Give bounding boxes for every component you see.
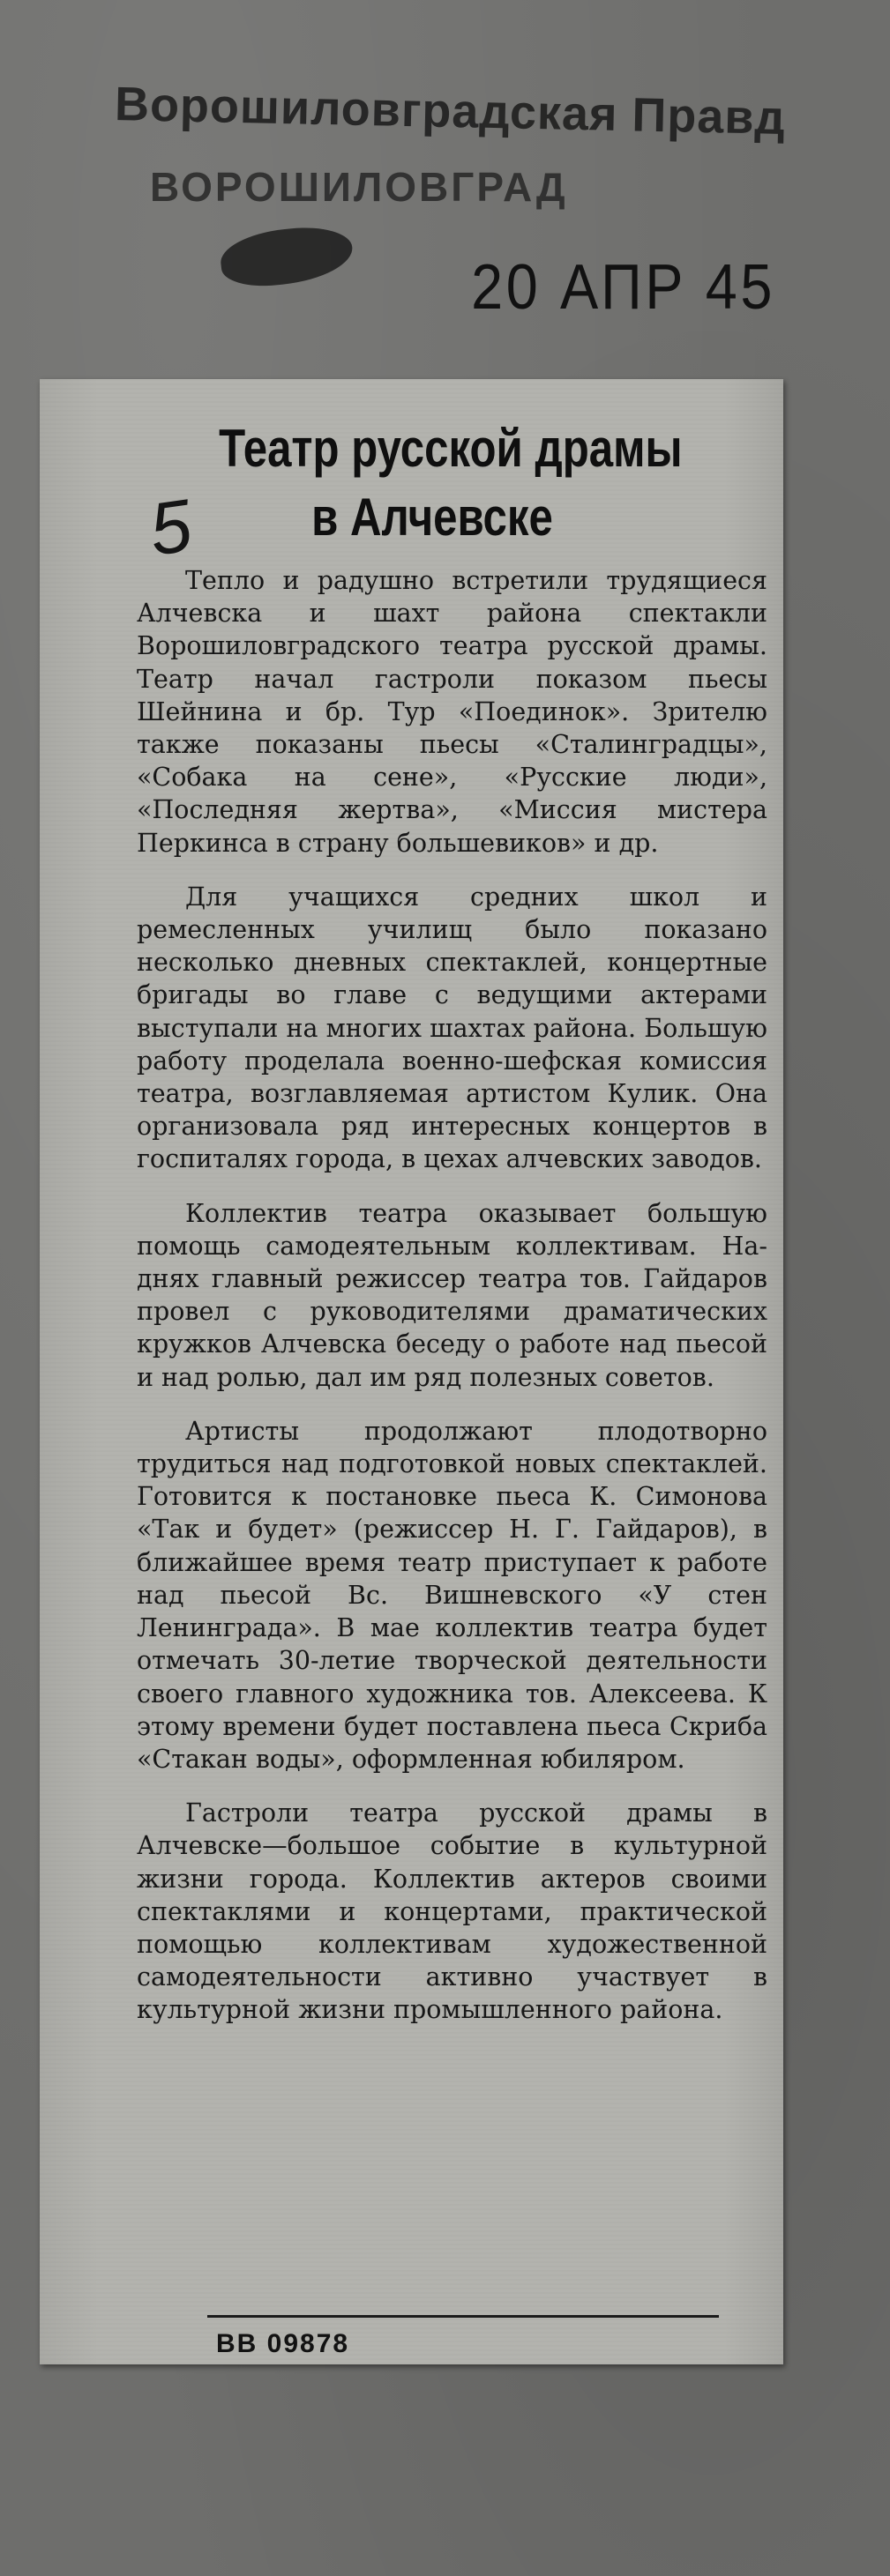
- paragraph-2: Для учащихся средних школ и ремесленных училищ было показано несколько дневных спектаклей, концертные бригады во главе с ведущими актерами выступали на многих шахтах района. Большую работу проделала военно-шефская комиссия театра, возглавляемая артистом Кулик. Она организовала ряд интересных концертов в госпиталях города, в цехах алчевских заводов.: [137, 882, 767, 1174]
- article-headline: [219, 414, 683, 552]
- archive-stamp: [115, 40, 873, 339]
- newspaper-stamp: Ворошиловградская Правд: [114, 78, 787, 145]
- handwritten-number: 5: [144, 483, 197, 571]
- paragraph-1: Тепло и радушно встретили трудящиеся Алчевска и шахт района спектакли Ворошиловградского театра русской драмы. Театр начал гастроли показом пьесы Шейнина и бр. Тур «Поединок». Зрителю также показаны пьесы «Сталинградцы», «Собака на сене», «Русские люди», «Последняя жертва», «Миссия мистера Перкинса в страну большевиков» и др.: [137, 566, 767, 858]
- paragraph-4: Артисты продолжают плодотворно трудиться над подготовкой новых спектаклей. Готовится к постановке пьеса К. Симонова «Так и будет» (режиссер Н. Г. Гайдаров), в ближайшее время театр приступает к работе над пьесой Вс. Вишневского «У стен Ленинграда». В мае коллектив театра будет отмечать 30-летие творческой деятельности своего главного художника тов. Алексеева. К этому времени будет поставлена пьеса Скриба «Стакан воды», оформленная юбиляром.: [137, 1416, 767, 1774]
- article-body: [137, 564, 767, 2048]
- headline-line-1: Театр русской драмы: [219, 419, 683, 478]
- headline-line-2: в Алчевске: [311, 488, 553, 547]
- paragraph-3: Коллектив театра оказывает большую помощь самодеятельным коллективам. На-днях главный режиссер театра тов. Гайдаров провел с руководителями драматических кружков Алчевска беседу о работе над пьесой и над ролью, дал им ряд полезных советов.: [137, 1198, 767, 1392]
- ink-blot: [218, 222, 355, 290]
- city-stamp: ВОРОШИЛОВГРАД: [150, 164, 568, 210]
- archive-code: ВВ 09878: [216, 2329, 350, 2358]
- date-stamp: 20 АПР 45: [471, 252, 776, 323]
- divider-rule: [207, 2315, 719, 2318]
- paragraph-5: Гастроли театра русской драмы в Алчевске—большое событие в культурной жизни города. Коллектив актеров своими спектаклями и концертами, практической помощью коллективам художественной самодеятельности активно участвует в культурной жизни промышленного района.: [137, 1798, 767, 2025]
- newspaper-clipping: [40, 379, 783, 2364]
